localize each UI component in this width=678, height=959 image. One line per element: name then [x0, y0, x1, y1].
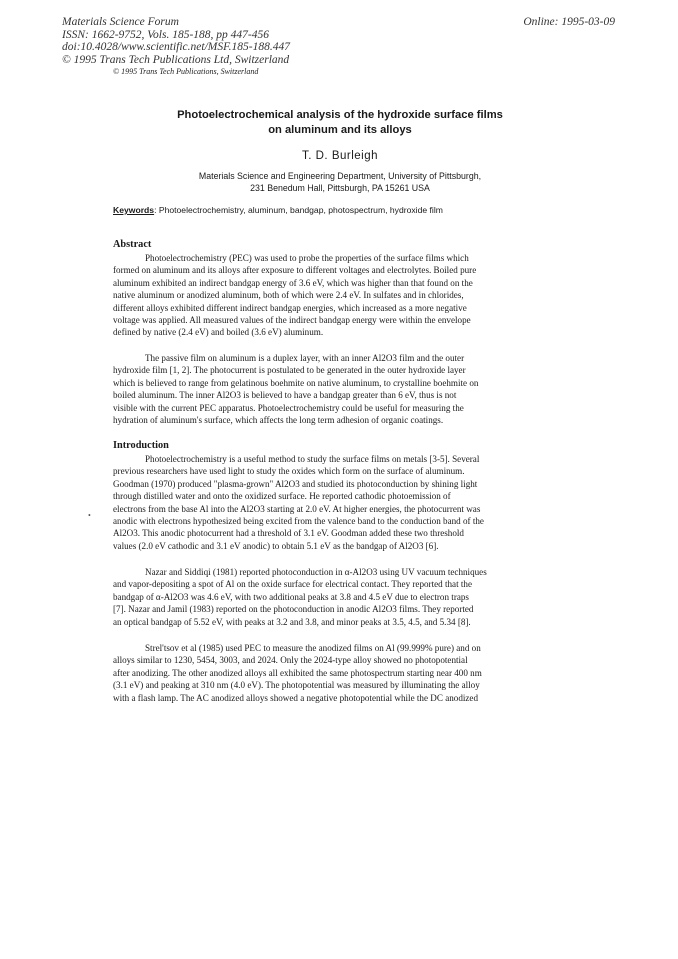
text-line: hydration of aluminum's surface, which affects the long term adhesion of organic coatings. [113, 415, 444, 426]
text-line: and vapor-depositing a spot of Al on the oxide surface for electrical contact. They reported that the [113, 579, 472, 590]
author-name: T. D. Burleigh [301, 150, 379, 162]
text-line: anodic with electrons hypothesized being excited from the valence band to the conduction band of the [113, 516, 484, 527]
text-line: defined by native (2.4 eV) and boiled (3.6 eV) aluminum. [113, 327, 324, 338]
abstract-heading: Abstract [113, 239, 152, 250]
text-line: Photoelectrochemistry (PEC) was used to probe the properties of the surface films which [145, 253, 469, 263]
text-line: values (2.0 eV cathodic and 3.1 eV anodic) to obtain 5.1 eV as the bandgap of Al2O3 [6]. [113, 540, 439, 551]
text-line: Photoelectrochemistry is a useful method to study the surface films on metals [3-5]. Several [145, 454, 480, 464]
introduction-heading: Introduction [113, 440, 169, 451]
text-line: The passive film on aluminum is a duplex layer, with an inner Al2O3 film and the outer [145, 353, 465, 363]
text-line: through distilled water and onto the oxidized surface. He reported cathodic photoemission of [113, 491, 451, 502]
title-line-1: Photoelectrochemical analysis of the hydroxide surface films [177, 109, 503, 121]
stray-mark: • [88, 511, 91, 520]
text-line: native aluminum or anodized aluminum, both of which were 2.4 eV. In sulfates and in chlorides, [113, 290, 464, 301]
copyright-small: © 1995 Trans Tech Publications, Switzerland [113, 67, 259, 76]
text-line: Strel'tsov et al (1985) used PEC to measure the anodized films on Al (99.999% pure) and on [145, 643, 481, 653]
text-line: hydroxide film [1, 2]. The photocurrent is postulated to be generated in the outer hydroxide layer [113, 365, 466, 376]
text-line: formed on aluminum and its alloys after exposure to different voltages and electrolytes. Boiled pure [113, 265, 477, 276]
text-line: alloys similar to 1230, 5454, 3003, and 2024. Only the 2024-type alloy showed no photopotential [113, 655, 468, 666]
text-line: voltage was applied. All measured values of the indirect bandgap energy were within the envelope [113, 315, 471, 326]
title-line-2: on aluminum and its alloys [268, 124, 412, 136]
abstract-paragraph-1 [113, 252, 539, 339]
abstract-paragraph-2 [113, 352, 539, 426]
citation-block [62, 16, 290, 66]
keywords-text: : Photoelectrochemistry, aluminum, bandgap, photospectrum, hydroxide film [154, 205, 443, 215]
text-line: after anodizing. The other anodized alloys all exhibited the same photospectrum starting near 400 nm [113, 667, 482, 678]
affiliation [80, 170, 600, 194]
text-line: electrons from the base Al into the Al2O3 starting at 2.0 eV. At higher energies, the photocurrent was [113, 503, 481, 514]
text-line: boiled aluminum. The inner Al2O3 is believed to have a bandgap greater than 6 eV, thus is not [113, 390, 457, 401]
text-line: an optical bandgap of 5.52 eV, with peaks at 3.2 and 3.8, and minor peaks at 3.5, 4.5, and 5.34 [8]. [113, 616, 471, 627]
text-line: with a flash lamp. The AC anodized alloys showed a negative photopotential while the DC anodized [113, 692, 479, 703]
introduction-paragraph-2 [113, 566, 539, 628]
keywords-label: Keywords [113, 205, 155, 215]
text-line: bandgap of α-Al2O3 was 4.6 eV, with two additional peaks at 3.8 and 4.5 eV due to electron traps [113, 591, 469, 602]
issn-line: ISSN: 1662-9752, Vols. 185-188, pp 447-456 [62, 28, 269, 41]
text-line: previous researchers have used light to study the oxides which form on the surface of aluminum. [113, 466, 465, 477]
online-date: Online: 1995-03-09 [523, 16, 615, 28]
text-line: [7]. Nazar and Jamil (1983) reported on the photoconduction in anodic Al2O3 films. They reported [113, 604, 474, 615]
text-line: different alloys exhibited different indirect bandgap energies, which increased as a more negative [113, 302, 467, 313]
text-line: which is believed to range from gelatinous boehmite on native aluminum, to crystalline boehmite on [113, 377, 479, 388]
text-line: visible with the current PEC apparatus. Photoelectrochemistry could be useful for measuring the [113, 402, 464, 413]
paper-title [80, 108, 600, 138]
keywords [113, 205, 443, 215]
text-line: Nazar and Siddiqi (1981) reported photoconduction in α-Al2O3 using UV vacuum techniques [145, 567, 487, 577]
introduction-paragraph-3 [113, 642, 539, 704]
text-line: Goodman (1970) produced "plasma-grown" Al2O3 and studied its photoconduction by shining light [113, 478, 478, 489]
doi-line: doi:10.4028/www.scientific.net/MSF.185-188.447 [62, 41, 290, 53]
text-line: (3.1 eV) and peaking at 310 nm (4.0 eV). The photopotential was measured by illuminating the alloy [113, 680, 480, 691]
copyright-line: © 1995 Trans Tech Publications Ltd, Switzerland [62, 53, 290, 66]
affiliation-line-1: Materials Science and Engineering Department, University of Pittsburgh, [198, 171, 482, 181]
text-line: aluminum exhibited an indirect bandgap energy of 3.6 eV, which was higher than that found on the [113, 277, 473, 288]
text-line: Al2O3. This anodic photocurrent had a threshold of 3.1 eV. Goodman added these two threshold [113, 528, 464, 539]
affiliation-line-2: 231 Benedum Hall, Pittsburgh, PA 15261 USA [250, 183, 430, 193]
journal-name: Materials Science Forum [62, 16, 179, 28]
introduction-paragraph-1 [113, 453, 539, 552]
